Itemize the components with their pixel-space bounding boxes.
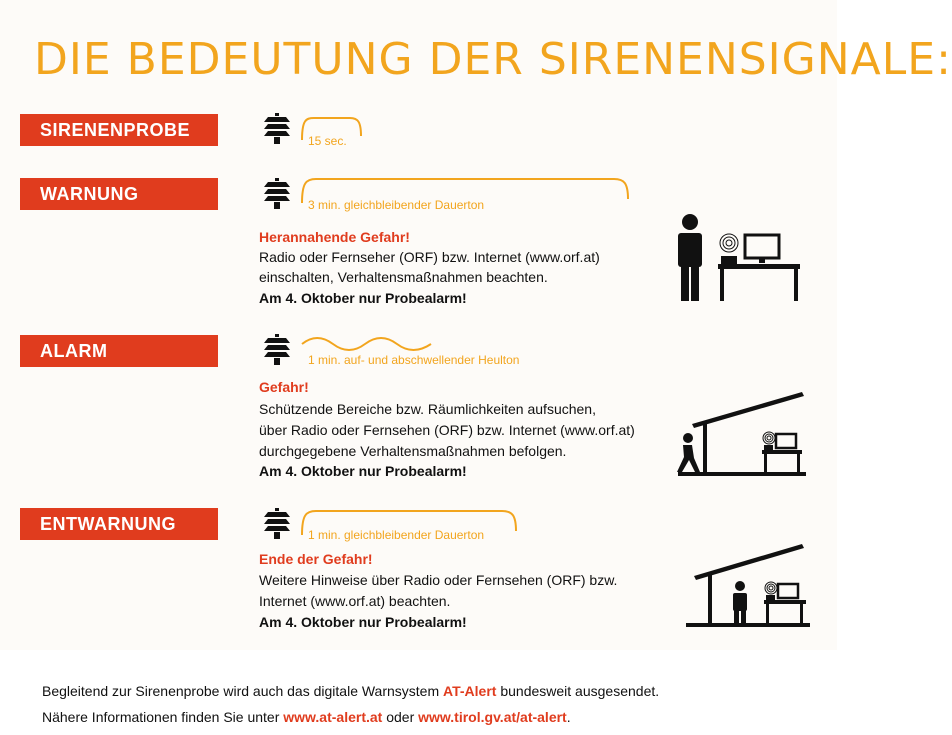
signal-duration-label: 1 min. gleichbleibender Dauerton [308, 528, 485, 542]
footer-line-2 [42, 709, 571, 725]
siren-icon [262, 334, 292, 366]
person-entering-house-icon [670, 392, 810, 478]
footer-text: . [566, 709, 571, 725]
siren-icon [262, 113, 292, 145]
entwarnung-heading: Ende der Gefahr! [259, 551, 373, 567]
page-title: DIE BEDEUTUNG DER SIRENENSIGNALE: [34, 34, 952, 85]
signal-duration-label: 3 min. gleichbleibender Dauerton [308, 198, 485, 212]
warnung-line: einschalten, Verhaltensmaßnahmen beachten. [259, 269, 548, 285]
entwarnung-line: Internet (www.orf.at) beachten. [259, 593, 451, 609]
warnung-heading: Herannahende Gefahr! [259, 229, 410, 245]
entwarnung-line: Weitere Hinweise über Radio oder Fernsehen (ORF) bzw. [259, 572, 618, 588]
badge-sirenenprobe: SIRENENPROBE [20, 114, 218, 146]
tirol-link[interactable]: www.tirol.gv.at/at-alert [418, 709, 567, 725]
footer-text: Nähere Informationen finden Sie unter [42, 709, 284, 725]
at-alert-highlight: AT-Alert [443, 683, 497, 699]
entwarnung-note: Am 4. Oktober nur Probealarm! [259, 614, 467, 630]
person-inside-house-icon [686, 542, 816, 628]
at-alert-link[interactable]: www.at-alert.at [283, 709, 383, 725]
signal-duration-label: 1 min. auf- und abschwellender Heulton [308, 353, 520, 367]
footer-text: bundesweit ausgesendet. [496, 683, 660, 699]
person-with-radio-tv-icon [668, 212, 804, 304]
footer-text: oder [382, 709, 419, 725]
signal-duration-label: 15 sec. [308, 134, 347, 148]
badge-warnung: WARNUNG [20, 178, 218, 210]
siren-icon [262, 508, 292, 540]
badge-alarm: ALARM [20, 335, 218, 367]
alarm-line: durchgegebene Verhaltensmaßnahmen befolgen. [259, 443, 567, 459]
alarm-heading: Gefahr! [259, 379, 309, 395]
alarm-note: Am 4. Oktober nur Probealarm! [259, 463, 467, 479]
siren-icon [262, 178, 292, 210]
alarm-line: Schützende Bereiche bzw. Räumlichkeiten aufsuchen, [259, 401, 596, 417]
footer-text: Begleitend zur Sirenenprobe wird auch das digitale Warnsystem [42, 683, 444, 699]
badge-entwarnung: ENTWARNUNG [20, 508, 218, 540]
alarm-line: über Radio oder Fernsehen (ORF) bzw. Internet (www.orf.at) [259, 422, 635, 438]
signal-wave-tone [300, 334, 436, 354]
warnung-line: Radio oder Fernseher (ORF) bzw. Internet (www.orf.at) [259, 249, 600, 265]
footer-line-1 [42, 683, 659, 699]
warnung-note: Am 4. Oktober nur Probealarm! [259, 290, 467, 306]
